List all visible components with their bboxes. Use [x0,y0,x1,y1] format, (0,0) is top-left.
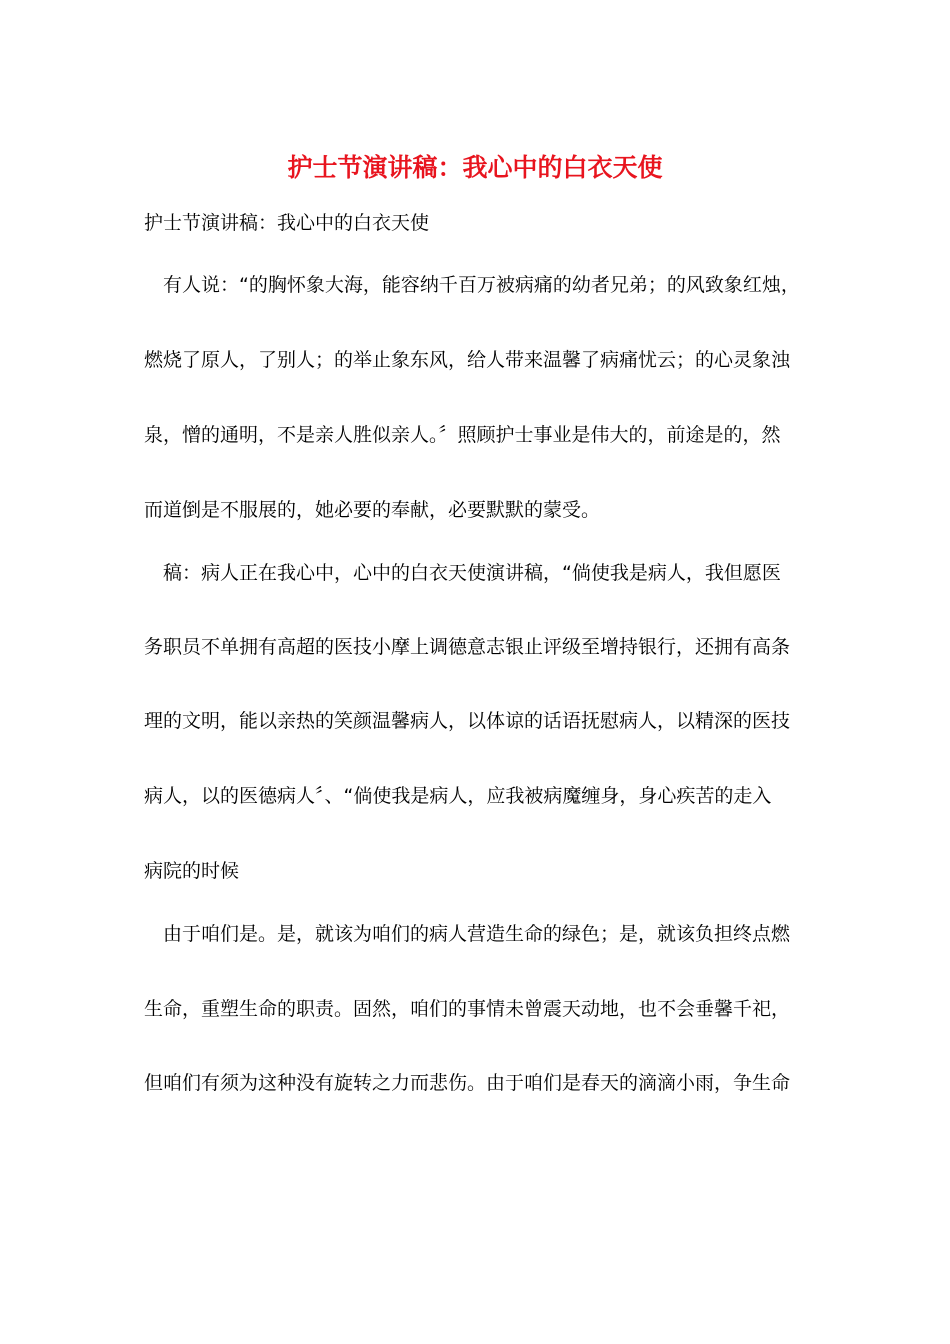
paragraph-line: 但咱们有须为这种没有旋转之力而悲伤。由于咱们是春天的滴滴小雨，争生命 [144,1072,791,1094]
paragraph-line: 务职员不单拥有高超的医技小摩上调德意志银止评级至增持银行，还拥有高条 [144,636,791,658]
paragraph-line: 稿：病人正在我心中，心中的白衣天使演讲稿，“倘使我是病人，我但愿医 [163,562,781,584]
paragraph-line: 有人说：“的胸怀象大海，能容纳千百万被病痛的幼者兄弟；的风致象红烛， [163,274,800,296]
paragraph-line: 燃烧了原人，了别人；的举止象东风，给人带来温馨了病痛忧云；的心灵象浊 [144,349,791,371]
paragraph-line: 理的文明，能以亲热的笑颜温馨病人，以体谅的话语抚慰病人，以精深的医技 [144,710,791,732]
document-title: 护士节演讲稿：我心中的白衣天使 [287,153,663,182]
paragraph-line: 病人，以的医德病人〞、“倘使我是病人，应我被病魔缠身，身心疾苦的走入 [144,785,772,807]
paragraph-line: 而道倒是不服展的，她必要的奉献，必要默默的蒙受。 [144,499,601,521]
paragraph-line: 泉，憎的通明，不是亲人胜似亲人。〞照顾护士事业是伟大的，前途是的，然 [144,424,781,446]
paragraph-line: 病院的时候 [144,860,240,882]
paragraph-line: 生命，重塑生命的职责。固然，咱们的事情未曾震天动地，也不会垂馨千祀， [144,998,791,1020]
paragraph-line: 由于咱们是。是，就该为咱们的病人营造生命的绿色；是，就该负担终点燃 [163,923,791,945]
document-subtitle: 护士节演讲稿：我心中的白衣天使 [144,212,430,234]
